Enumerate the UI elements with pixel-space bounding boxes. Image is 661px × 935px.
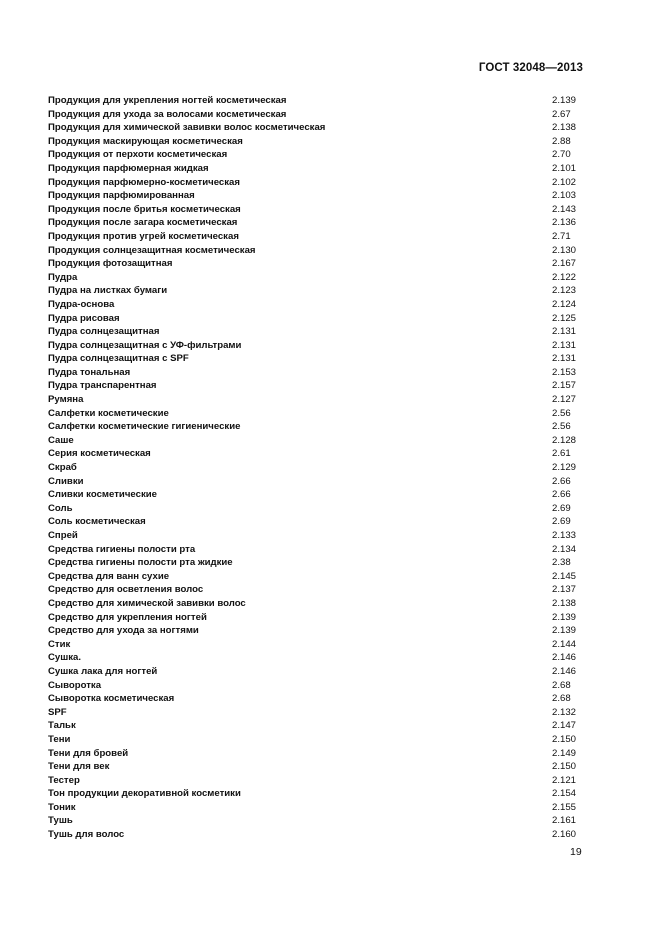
index-entry [48, 774, 588, 788]
index-entry [48, 760, 588, 774]
index-term: Салфетки косметические гигиенические [48, 421, 241, 433]
index-reference: 2.66 [552, 489, 571, 501]
index-reference: 2.143 [552, 203, 577, 215]
index-entry [48, 801, 588, 815]
index-reference: 2.68 [552, 693, 571, 705]
index-entry [48, 624, 588, 638]
index-reference: 2.124 [552, 298, 577, 310]
index-entry [48, 488, 588, 502]
index-term: Сушка лака для ногтей [48, 665, 158, 677]
index-reference: 2.134 [552, 543, 577, 555]
index-term: Соль косметическая [48, 516, 146, 528]
index-reference: 2.103 [552, 190, 577, 202]
index-term: Средство для осветления волос [48, 584, 204, 596]
index-term: Тестер [48, 774, 80, 786]
index-entry [48, 298, 588, 312]
index-reference: 2.131 [552, 326, 577, 338]
index-term: Сливки [48, 475, 84, 487]
index-entry [48, 189, 588, 203]
index-term: Тени для бровей [48, 747, 129, 759]
index-reference: 2.71 [552, 230, 571, 242]
index-entry [48, 312, 588, 326]
index-entry [48, 135, 588, 149]
index-term: Средства гигиены полости рта жидкие [48, 557, 233, 569]
index-entry [48, 583, 588, 597]
index-reference: 2.121 [552, 774, 577, 786]
index-entry [48, 638, 588, 652]
index-term: Соль [48, 502, 73, 514]
index-entry [48, 543, 588, 557]
index-entry [48, 407, 588, 421]
index-reference: 2.150 [552, 733, 577, 745]
index-reference: 2.127 [552, 394, 577, 406]
index-entry [48, 597, 588, 611]
index-entry [48, 529, 588, 543]
index-term: Сушка. [48, 652, 82, 664]
index-reference: 2.101 [552, 162, 577, 174]
index-term: Продукция после бритья косметическая [48, 203, 241, 215]
index-entry [48, 94, 588, 108]
index-entry [48, 284, 588, 298]
index-term: Средства для ванн сухие [48, 570, 170, 582]
index-entry [48, 244, 588, 258]
index-reference: 2.130 [552, 244, 577, 256]
index-entry [48, 556, 588, 570]
index-reference: 2.128 [552, 434, 577, 446]
index-term: Стик [48, 638, 71, 650]
index-entry [48, 176, 588, 190]
index-entry [48, 828, 588, 842]
index-term: Пудра [48, 271, 78, 283]
index-entry [48, 461, 588, 475]
index-reference: 2.136 [552, 217, 577, 229]
index-entry [48, 257, 588, 271]
index-term: Спрей [48, 530, 78, 541]
index-reference: 2.146 [552, 652, 577, 664]
index-term: Продукция фотозащитная [48, 258, 173, 270]
standard-code: ГОСТ 32048—2013 [478, 62, 583, 74]
index-reference: 2.69 [552, 502, 571, 514]
index-reference: 2.138 [552, 122, 577, 134]
index-term: Сливки косметические [48, 489, 157, 501]
index-reference: 2.123 [552, 285, 577, 297]
index-reference: 2.139 [552, 625, 577, 637]
index-entry [48, 393, 588, 407]
index-entry [48, 216, 588, 230]
index-term: Серия косметическая [48, 448, 151, 460]
index-entry [48, 475, 588, 489]
index-reference: 2.153 [552, 366, 577, 378]
index-reference: 2.133 [552, 530, 577, 541]
index-entry [48, 420, 588, 434]
index-term: Продукция парфюмерно-косметическая [48, 176, 240, 188]
index-reference: 2.149 [552, 747, 577, 759]
index-entry [48, 366, 588, 380]
index-entry [48, 611, 588, 625]
index-reference: 2.131 [552, 339, 577, 351]
index-entry [48, 570, 588, 584]
index-entry [48, 665, 588, 679]
index-term: Тоник [48, 801, 76, 813]
index-reference: 2.147 [552, 720, 577, 732]
index-reference: 2.56 [552, 407, 571, 419]
index-entry [48, 651, 588, 665]
index-entry [48, 230, 588, 244]
index-term: Тушь [48, 815, 73, 827]
index-term: Продукция парфюмированная [48, 190, 195, 202]
index-term: Продукция от перхоти косметическая [48, 149, 228, 161]
index-reference: 2.144 [552, 638, 577, 650]
index-reference: 2.137 [552, 584, 577, 596]
index-term: Средства гигиены полости рта [48, 543, 196, 555]
index-reference: 2.138 [552, 597, 577, 609]
index-entry [48, 203, 588, 217]
index-term: Пудра-основа [48, 298, 115, 310]
index-reference: 2.66 [552, 475, 571, 487]
index-term: Пудра транспарентная [48, 380, 157, 392]
index-term: Средство для ухода за ногтями [48, 625, 199, 637]
index-entry [48, 379, 588, 393]
index-term: Тон продукции декоративной косметики [48, 788, 241, 800]
index-term: Салфетки косметические [48, 407, 169, 419]
index-reference: 2.160 [552, 829, 577, 841]
index-reference: 2.155 [552, 801, 577, 813]
index-entry [48, 271, 588, 285]
index-entry [48, 515, 588, 529]
index-entry [48, 148, 588, 162]
index-term: Продукция после загара косметическая [48, 217, 238, 229]
index-entry [48, 747, 588, 761]
index-reference: 2.131 [552, 353, 577, 365]
index-entry [48, 706, 588, 720]
index-reference: 2.61 [552, 448, 571, 460]
index-reference: 2.69 [552, 516, 571, 528]
index-term: Сыворотка косметическая [48, 693, 175, 705]
index-term: Пудра на листках бумаги [48, 285, 168, 297]
index-reference: 2.132 [552, 706, 577, 718]
index-entry [48, 325, 588, 339]
index-entry [48, 121, 588, 135]
index-entry [48, 108, 588, 122]
index-reference: 2.102 [552, 176, 577, 188]
index-term: Продукция для укрепления ногтей косметическая [48, 95, 287, 106]
index-term: Румяна [48, 394, 84, 406]
index-term: SPF [48, 706, 67, 718]
index-term: Продукция для ухода за волосами косметическая [48, 108, 287, 120]
index-reference: 2.129 [552, 462, 577, 474]
index-reference: 2.150 [552, 761, 577, 773]
index-reference: 2.122 [552, 271, 577, 283]
index-reference: 2.145 [552, 570, 577, 582]
index-entry [48, 787, 588, 801]
index-term: Тени для век [48, 761, 110, 773]
index-term: Продукция маскирующая косметическая [48, 135, 243, 147]
index-reference: 2.88 [552, 135, 571, 147]
index-term: Продукция парфюмерная жидкая [48, 162, 209, 174]
index-term: Пудра рисовая [48, 312, 120, 324]
index-entry [48, 719, 588, 733]
index-reference: 2.67 [552, 108, 571, 120]
index-term: Саше [48, 434, 74, 446]
index-entry [48, 162, 588, 176]
index-entry [48, 733, 588, 747]
index-entry [48, 692, 588, 706]
index-term: Пудра тональная [48, 366, 131, 378]
index-entry [48, 447, 588, 461]
index-term: Пудра солнцезащитная с УФ-фильтрами [48, 339, 242, 351]
index-reference: 2.167 [552, 258, 577, 270]
index-entry [48, 814, 588, 828]
index-term: Продукция солнцезащитная косметическая [48, 244, 256, 256]
index-term: Продукция против угрей косметическая [48, 230, 239, 242]
index-term: Средство для химической завивки волос [48, 597, 246, 609]
index-term: Пудра солнцезащитная [48, 326, 160, 338]
index-term: Тени [48, 733, 71, 745]
index-reference: 2.139 [552, 611, 577, 623]
page-number: 19 [570, 846, 582, 858]
index-term: Пудра солнцезащитная с SPF [48, 353, 189, 365]
index-term: Сыворотка [48, 679, 102, 691]
index-reference: 2.125 [552, 312, 577, 324]
index-reference: 2.146 [552, 665, 577, 677]
index-entry [48, 502, 588, 516]
index-reference: 2.38 [552, 557, 571, 569]
index-reference: 2.56 [552, 421, 571, 433]
term-index-list [48, 94, 588, 842]
index-term: Скраб [48, 462, 77, 474]
index-entry [48, 352, 588, 366]
index-term: Средство для укрепления ногтей [48, 611, 207, 623]
index-term: Тальк [48, 720, 76, 732]
index-reference: 2.157 [552, 380, 577, 392]
index-reference: 2.68 [552, 679, 571, 691]
index-reference: 2.70 [552, 149, 571, 161]
index-term: Тушь для волос [48, 829, 125, 841]
index-reference: 2.154 [552, 788, 577, 800]
index-reference: 2.139 [552, 95, 577, 106]
index-entry [48, 679, 588, 693]
index-entry [48, 339, 588, 353]
index-term: Продукция для химической завивки волос косметическая [48, 122, 326, 134]
index-reference: 2.161 [552, 815, 577, 827]
index-entry [48, 434, 588, 448]
